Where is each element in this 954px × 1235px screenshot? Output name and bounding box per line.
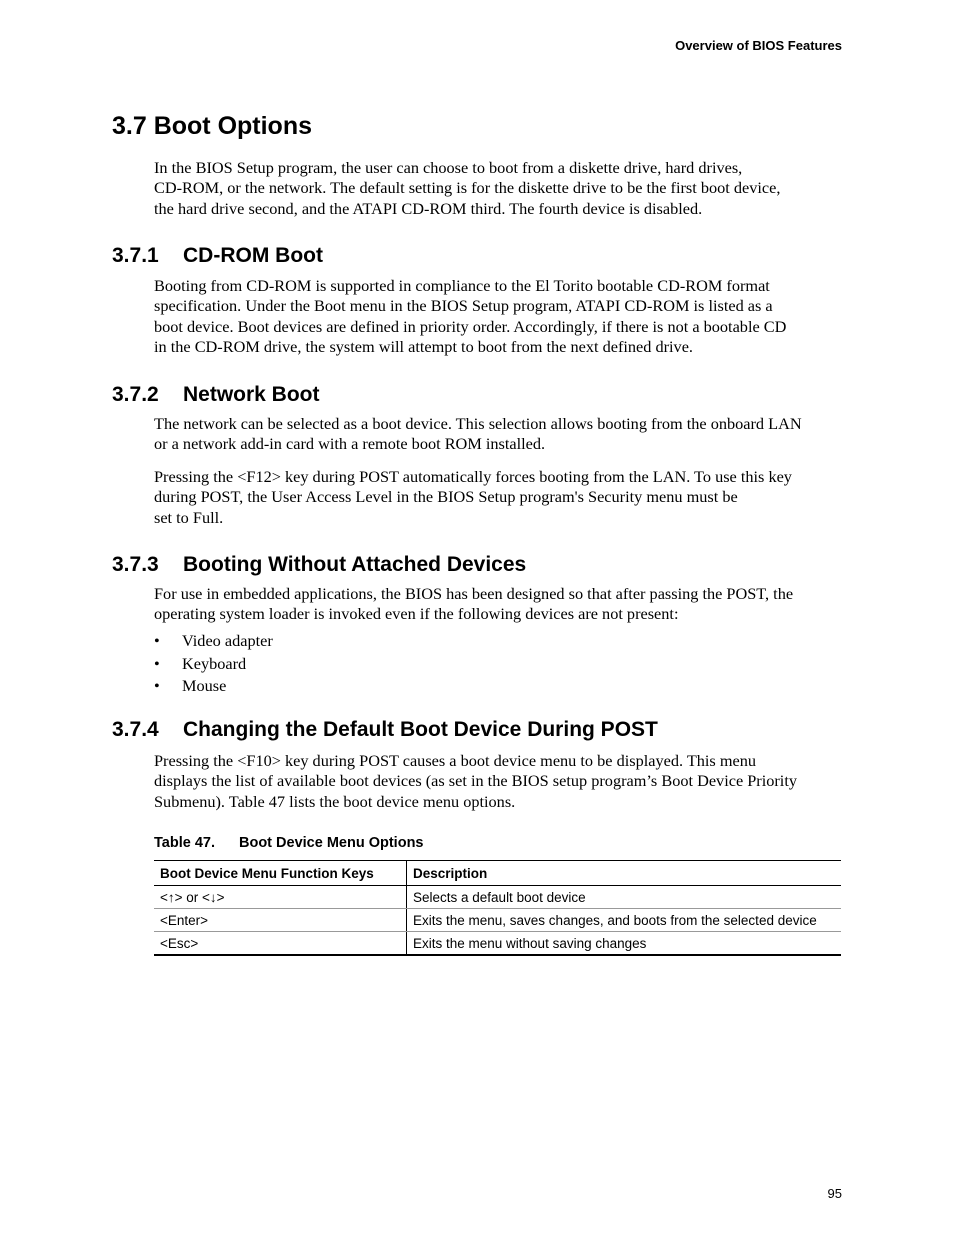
list-item-text: Keyboard: [182, 653, 247, 673]
paragraph: [154, 584, 849, 625]
subsection-title: Network Boot: [183, 383, 320, 406]
boot-menu-options-table: [154, 860, 841, 956]
table-caption: [154, 835, 424, 851]
text-line: displays the list of available boot devices (as set in the BIOS setup program’s Boot Device Priority: [154, 771, 797, 791]
text-line: Booting from CD-ROM is supported in compliance to the El Torito bootable CD-ROM format: [154, 276, 770, 295]
page-number: 95: [827, 1186, 842, 1201]
table-row: [154, 932, 841, 956]
text-line: In the BIOS Setup program, the user can choose to boot from a diskette drive, hard drives,: [154, 158, 743, 177]
paragraph: [154, 751, 849, 812]
text-line: Pressing the <F10> key during POST causes a boot device menu to be displayed. This menu: [154, 751, 757, 770]
table-cell-key: <Esc>: [154, 932, 407, 956]
text-line: or a network add-in card with a remote boot ROM installed.: [154, 434, 546, 454]
subsection-number: 3.7.4: [112, 718, 159, 741]
table-cell-description: Selects a default boot device: [407, 886, 842, 909]
column-header: Boot Device Menu Function Keys: [154, 861, 407, 886]
subsection-heading-booting-without-devices: [112, 553, 526, 577]
text-line: For use in embedded applications, the BIOS has been designed so that after passing the POST, the: [154, 584, 794, 603]
paragraph: [154, 467, 849, 528]
subsection-title: Changing the Default Boot Device During POST: [183, 718, 658, 741]
list-item: [154, 653, 273, 676]
text-line: operating system loader is invoked even if the following devices are not present:: [154, 604, 679, 624]
subsection-title: CD-ROM Boot: [183, 244, 323, 267]
list-item-text: Video adapter: [182, 631, 273, 650]
column-header: Description: [407, 861, 842, 886]
table-row: [154, 909, 841, 932]
text-line: during POST, the User Access Level in the BIOS Setup program's Security menu must be: [154, 487, 738, 507]
table-caption-title: Boot Device Menu Options: [239, 835, 424, 851]
section-title: 3.7 Boot Options: [112, 112, 312, 140]
text-line: set to Full.: [154, 507, 224, 527]
paragraph: [154, 276, 849, 358]
table-cell-key: <Enter>: [154, 909, 407, 932]
text-line: The network can be selected as a boot device. This selection allows booting from the onboard LAN: [154, 414, 802, 433]
table-cell-key: <↑> or <↓>: [154, 886, 407, 909]
intro-paragraph: [154, 158, 849, 219]
device-bullet-list: [154, 630, 273, 698]
subsection-number: 3.7.1: [112, 244, 159, 267]
text-line: Submenu). Table 47 lists the boot device menu options.: [154, 791, 516, 811]
subsection-heading-network-boot: [112, 383, 320, 407]
list-item: [154, 675, 273, 698]
text-line: Pressing the <F12> key during POST automatically forces booting from the LAN. To use this key: [154, 467, 792, 486]
subsection-number: 3.7.3: [112, 553, 159, 576]
subsection-number: 3.7.2: [112, 383, 159, 406]
text-line: CD-ROM, or the network. The default setting is for the diskette drive to be the first boot device,: [154, 178, 781, 198]
text-line: in the CD-ROM drive, the system will attempt to boot from the next defined drive.: [154, 337, 693, 357]
paragraph: [154, 414, 849, 455]
list-item-text: Mouse: [182, 676, 227, 695]
table-cell-description: Exits the menu without saving changes: [407, 932, 842, 956]
bullet-icon: •: [154, 676, 160, 695]
bullet-icon: •: [154, 631, 160, 650]
table-header-row: [154, 861, 841, 886]
text-line: boot device. Boot devices are defined in priority order. Accordingly, if there is not a bootable CD: [154, 316, 787, 336]
table-cell-description: Exits the menu, saves changes, and boots from the selected device: [407, 909, 842, 932]
subsection-heading-default-boot-device: [112, 718, 658, 742]
list-item: [154, 630, 273, 653]
subsection-heading-cdrom-boot: [112, 244, 323, 268]
bullet-icon: •: [154, 653, 160, 673]
subsection-title: Booting Without Attached Devices: [183, 553, 527, 576]
table-caption-label: Table 47.: [154, 835, 215, 851]
table-row: [154, 886, 841, 909]
text-line: specification. Under the Boot menu in the BIOS Setup program, ATAPI CD-ROM is listed as a: [154, 296, 773, 316]
running-header: Overview of BIOS Features: [675, 38, 842, 53]
text-line: the hard drive second, and the ATAPI CD-ROM third. The fourth device is disabled.: [154, 198, 703, 218]
